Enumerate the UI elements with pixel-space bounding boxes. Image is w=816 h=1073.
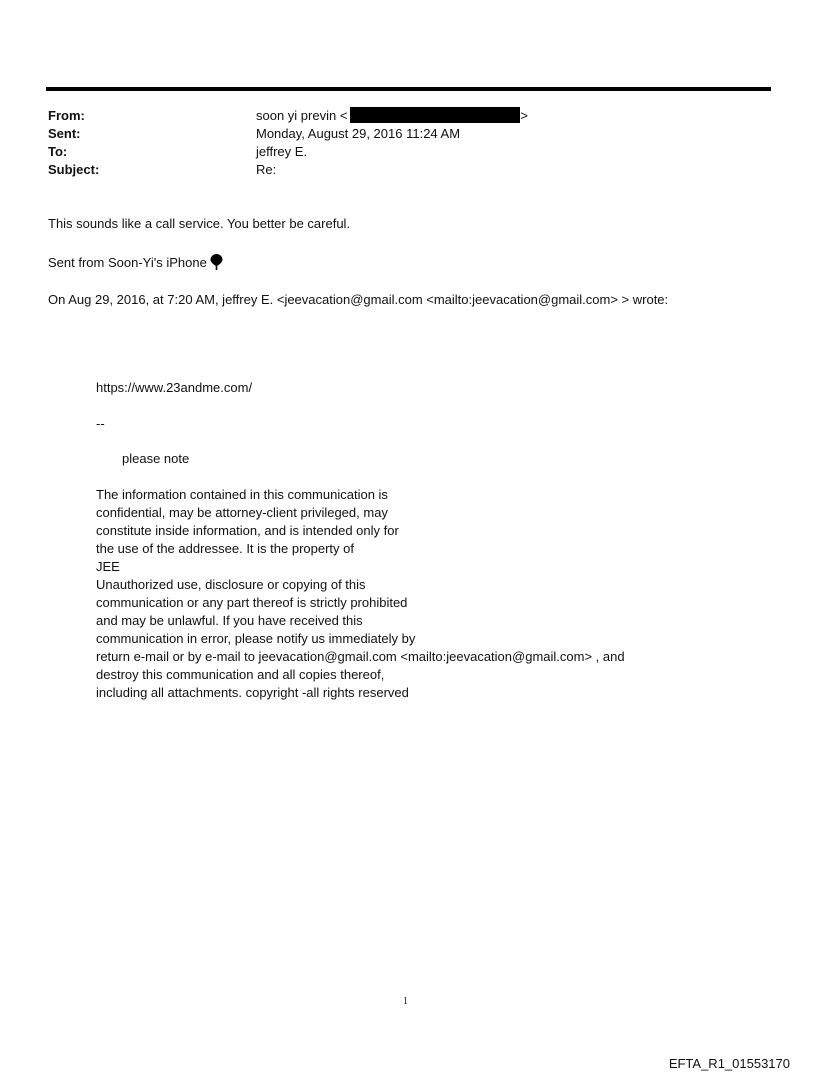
sent-label: Sent: <box>48 126 81 141</box>
page-number: 1 <box>403 996 408 1007</box>
signature-line <box>48 254 223 270</box>
signature-text: Sent from Soon-Yi's iPhone <box>48 255 207 270</box>
header-divider-rule <box>46 87 771 91</box>
disclaimer-line: and may be unlawful. If you have received this <box>96 613 363 628</box>
subject-value: Re: <box>256 162 277 177</box>
bates-number: EFTA_R1_01553170 <box>668 1056 790 1071</box>
disclaimer-line: JEE <box>96 559 120 574</box>
redaction-box <box>350 107 520 123</box>
disclaimer-line: communication or any part thereof is strictly prohibited <box>96 595 408 610</box>
disclaimer-line: return e-mail or by e-mail to jeevacation@gmail.com <mailto:jeevacation@gmail.com> , and <box>96 649 625 664</box>
disclaimer-line: including all attachments. copyright -all rights reserved <box>96 685 409 700</box>
please-note: please note <box>122 451 190 466</box>
disclaimer-line: destroy this communication and all copies thereof, <box>96 667 385 682</box>
message-body: This sounds like a call service. You better be careful. <box>48 216 351 231</box>
disclaimer-line: Unauthorized use, disclosure or copying of this <box>96 577 366 592</box>
map-pin-icon <box>210 254 223 270</box>
disclaimer-line: constitute inside information, and is intended only for <box>96 523 399 538</box>
disclaimer-line: The information contained in this communication is <box>96 487 388 502</box>
disclaimer-line: confidential, may be attorney-client privileged, may <box>96 505 388 520</box>
from-name: soon yi previn < <box>256 108 348 123</box>
sent-value: Monday, August 29, 2016 11:24 AM <box>256 126 461 141</box>
quoted-link[interactable]: https://www.23andme.com/ <box>96 380 253 395</box>
quote-intro: On Aug 29, 2016, at 7:20 AM, jeffrey E. <jeevacation@gmail.com <mailto:jeevacation@gmail.com> > wrote: <box>48 292 669 307</box>
to-value: jeffrey E. <box>256 144 308 159</box>
from-label: From: <box>48 108 85 123</box>
disclaimer-line: the use of the addressee. It is the property of <box>96 541 354 556</box>
subject-label: Subject: <box>48 162 100 177</box>
signature-separator: -- <box>96 416 105 431</box>
confidentiality-disclaimer <box>96 486 625 702</box>
to-label: To: <box>48 144 68 159</box>
disclaimer-line: communication in error, please notify us immediately by <box>96 631 416 646</box>
from-tail: > <box>520 108 529 123</box>
from-value <box>256 107 528 125</box>
